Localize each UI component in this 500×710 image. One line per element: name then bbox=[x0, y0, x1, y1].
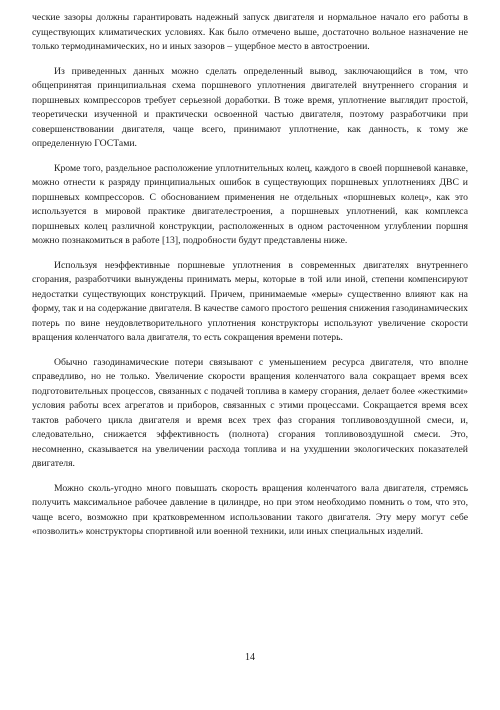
paragraph-1: ческие зазоры должны гарантировать надежный запуск двигателя и нормальное начало его работы в существующих климатических условиях. Как было отмечено выше, достаточно вольное назначение не только термодинамических, но и иных зазоров – ущербное место в автостроении. bbox=[32, 12, 468, 52]
paragraph-6: Можно сколь-угодно много повышать скорость вращения коленчатого вала двигателя, стремясь получить максимальное рабочее давление в цилиндре, но при этом необходимо помнить о том, что это, чаще всего, возможно при кратковременном использовании такого двигателя. Эту меру могут себе «позволить» конструкторы спортивной или военной техники, или иных специальных изделий. bbox=[32, 482, 468, 537]
page-number: 14 bbox=[245, 652, 255, 663]
paragraph-4: Используя неэффективные поршневые уплотнения в современных двигателях внутреннего сгорания, разработчики вынуждены принимать меры, которые в той или иной, степени компенсируют недостатки существующих конструкций. Причем, принимаемые «меры» существенно влияют как на форму, так и на содержание двигателя. В качестве самого простого решения снижения газодинамических потерь по вине неудовлетворительного уплотнения конструкторы используют увеличение скорости вращения коленчатого вала двигателя, то есть сокращения времени потерь. bbox=[32, 259, 468, 343]
paragraph-2: Из приведенных данных можно сделать определенный вывод, заключающийся в том, что общепринятая принципиальная схема поршневого уплотнения двигателей внутреннего сгорания и поршневых компрессоров требует серьезной доработки. В тоже время, уплотнение выглядит простой, теоретически изученной и практически освоенной частью двигателя, поэтому разработчики при совершенствовании двигателя, чаще всего, принимают уплотнение, как данность, к тому же определенную ГОСТами. bbox=[32, 65, 468, 149]
paragraph-3: Кроме того, раздельное расположение уплотнительных колец, каждого в своей поршневой канавке, можно отнести к разряду принципиальных ошибок в существующих поршневых уплотнениях ДВС и поршневых компрессоров. С обоснованием применения не отдельных «поршневых колец», как это используется в мировой практике двигателестроения, а поршневых уплотнений, как комплекса поршневых колец различной конструкции, расположенных в одном расточенном углублении поршня можно познакомиться в работе [13], подробности будут представлены ниже. bbox=[32, 162, 468, 246]
paragraph-5: Обычно газодинамические потери связывают с уменьшением ресурса двигателя, что вполне справедливо, но не только. Увеличение скорости вращения коленчатого вала сокращает время всех подготовительных процессов, связанных с подачей топлива в камеру сгорания, делает более «жесткими» условия работы всех агрегатов и приборов, связанных с этими процессами. Сокращается время всех тактов рабочего цикла двигателя и время всех трех фаз сгорания топливовоздушной смеси, и, следовательно, снижается эффективность (полнота) сгорания топливовоздушной смеси. Это, несомненно, сказывается на увеличении расхода топлива и на ухудшении экологических показателей двигателя. bbox=[32, 356, 468, 469]
